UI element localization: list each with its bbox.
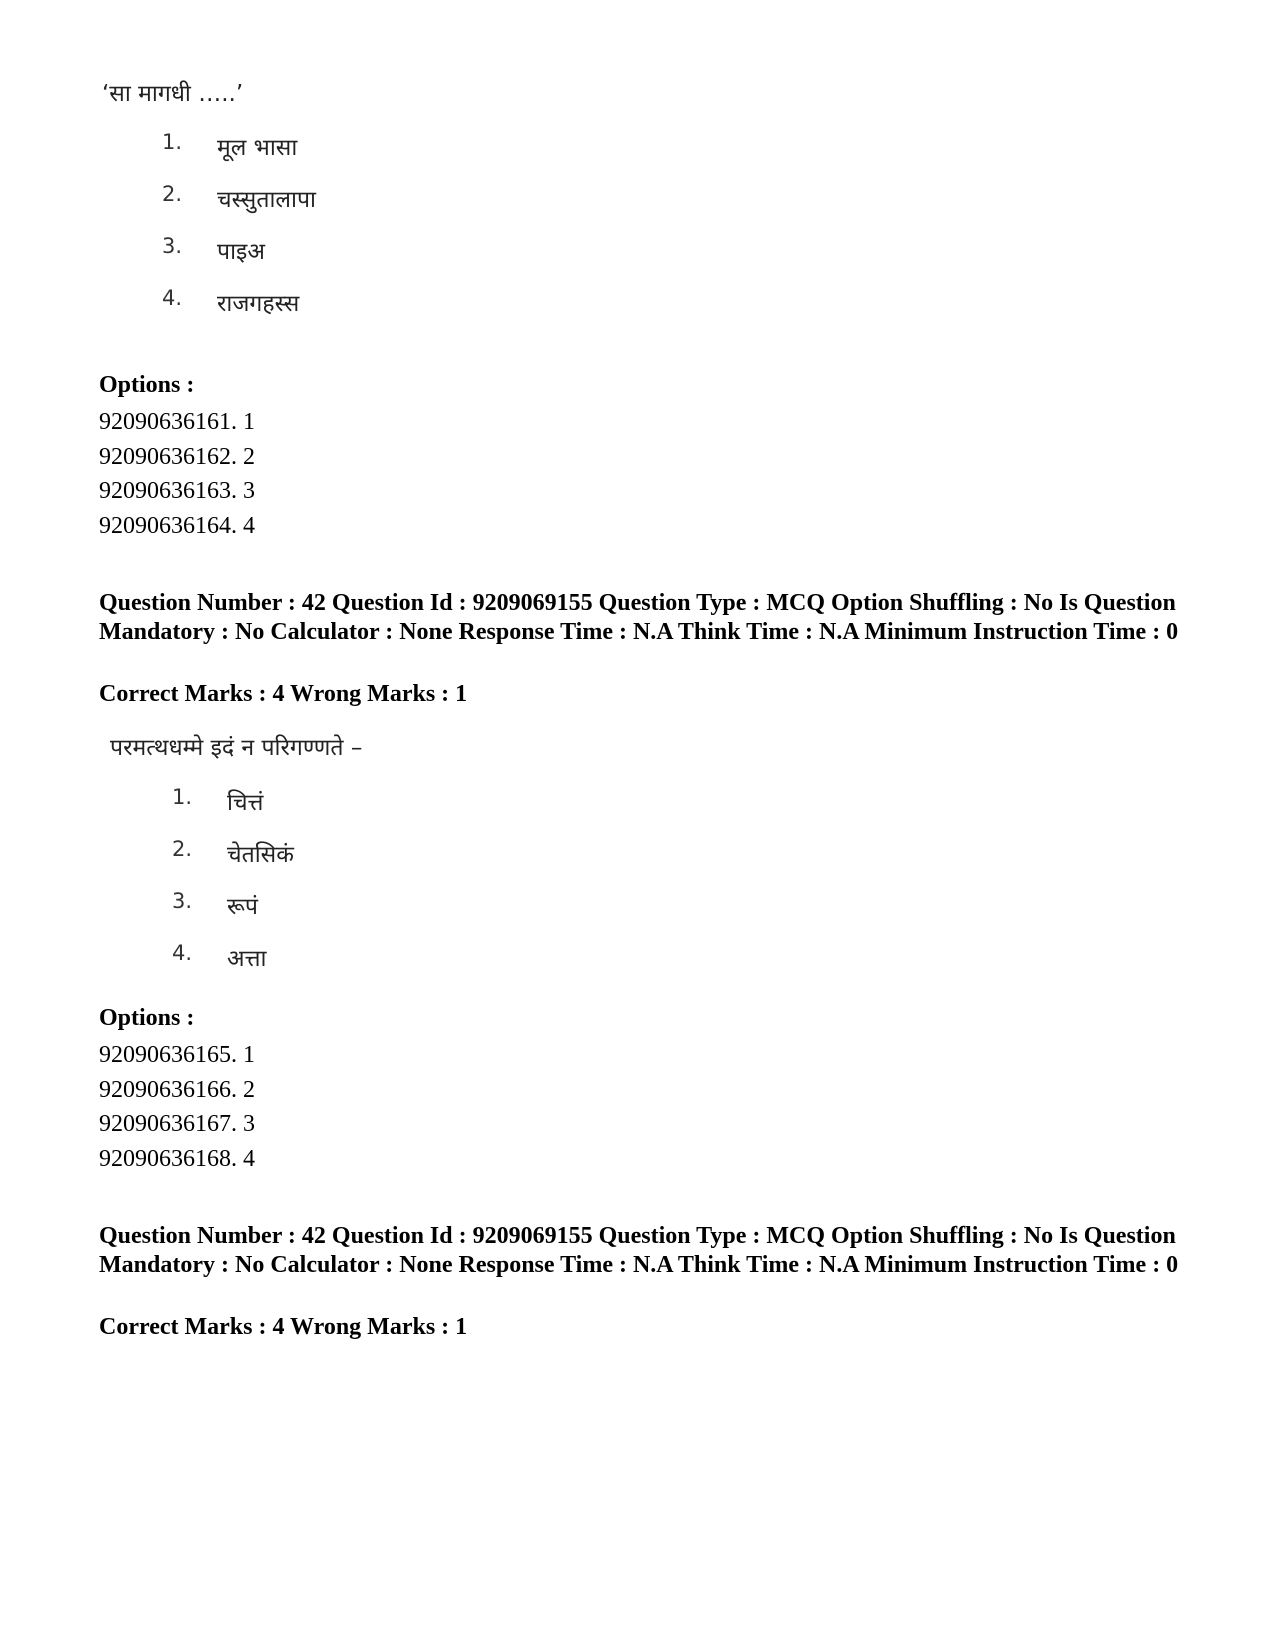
option-line: 92090636164. 4 — [99, 512, 255, 539]
question-43-marks: Correct Marks : 4 Wrong Marks : 1 — [99, 1314, 468, 1340]
choice-text: चेतसिकं — [227, 842, 294, 868]
choice-text: पाइअ — [217, 239, 265, 265]
choice-number: 4. — [172, 941, 193, 965]
option-line: 92090636167. 3 — [99, 1111, 255, 1137]
choice-number: 1. — [162, 130, 183, 154]
choice-number: 3. — [172, 889, 193, 913]
option-line: 92090636161. 1 — [99, 409, 255, 435]
question-43-meta: Question Number : 42 Question Id : 9209069155 Question Type : MCQ Option Shuffling : No Is Question Mandatory : No Calculator : None Response Time : N.A Think Time : N.A Minimum Instruction Time : 0 — [99, 1223, 1179, 1278]
question-42-meta: Question Number : 42 Question Id : 9209069155 Question Type : MCQ Option Shuffling : No Is Question Mandatory : No Calculator : None Response Time : N.A Think Time : N.A Minimum Instruction Time : 0 — [99, 590, 1179, 645]
option-line: 92090636165. 1 — [99, 1042, 255, 1068]
choice-text: मूल भासा — [217, 135, 298, 161]
options-title: Options : — [99, 372, 195, 398]
choice-text: चित्तं — [227, 790, 264, 816]
choice-text: अत्ता — [227, 946, 267, 972]
option-line: 92090636162. 2 — [99, 443, 255, 470]
question-42-stem: परमत्थधम्मे इदं न परिगण्णते – — [110, 735, 363, 761]
option-line: 92090636168. 4 — [99, 1145, 255, 1172]
question-42-marks: Correct Marks : 4 Wrong Marks : 1 — [99, 681, 468, 707]
choice-text: राजगहस्स — [217, 291, 300, 317]
question-42-options — [99, 1005, 255, 1176]
choice-text: चस्सुतालापा — [217, 187, 316, 213]
question-41-stem: ‘सा मागधी …..’ — [102, 81, 244, 107]
question-41-options — [99, 372, 255, 543]
choice-text: रूपं — [227, 894, 258, 920]
option-line: 92090636166. 2 — [99, 1076, 255, 1103]
choice-number: 4. — [162, 286, 183, 310]
choice-number: 1. — [172, 785, 193, 809]
choice-number: 3. — [162, 234, 183, 258]
question-41-image — [100, 72, 400, 342]
choice-number: 2. — [172, 837, 193, 861]
question-42-image — [110, 727, 410, 977]
options-title: Options : — [99, 1005, 195, 1031]
option-line: 92090636163. 3 — [99, 478, 255, 504]
choice-number: 2. — [162, 182, 183, 206]
